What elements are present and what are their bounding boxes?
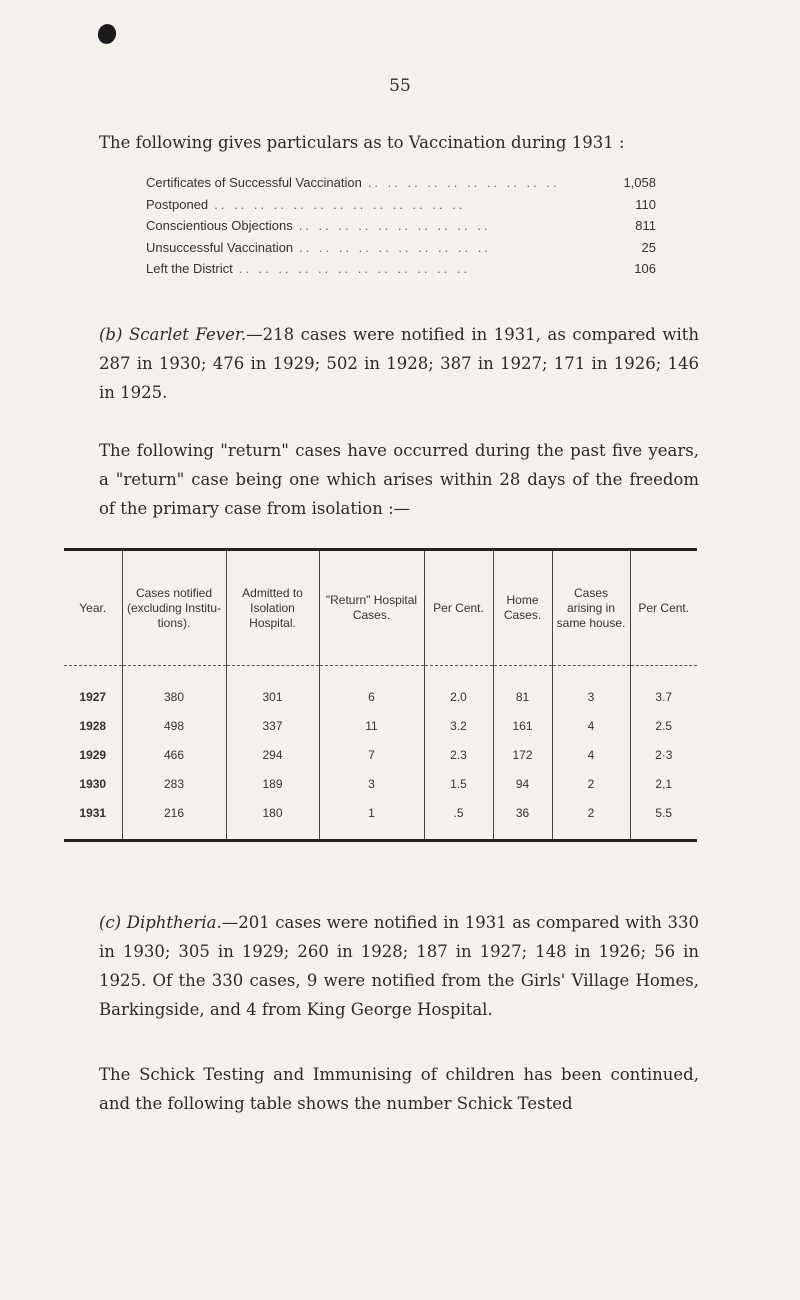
section-text: —201 cases were notified in 1931 as compared with 330 in 1930; 305 in 1929; 260 in 1928; 187 in 1927; 148 in 1926; 56 in 1925. Of the 330 cases, 9 were notified from the Girls' Village Homes, Barkingside, and 4 from King George Hospital. — [99, 913, 699, 1019]
table-cell: 294 — [226, 740, 319, 769]
leader-dots: .. .. .. .. .. .. .. .. .. .. .. .. .. — [214, 196, 466, 212]
vaccination-value: 106 — [634, 261, 656, 277]
table-cell: 7 — [319, 740, 424, 769]
table-cell: .5 — [424, 798, 493, 841]
vaccination-list — [146, 172, 656, 280]
vaccination-row — [146, 215, 656, 237]
table-cell: 1.5 — [424, 769, 493, 798]
table-cell: 180 — [226, 798, 319, 841]
diphtheria-paragraph — [99, 908, 699, 1024]
column-header: Cases arising in same house. — [552, 550, 630, 666]
table-cell: 81 — [493, 666, 552, 712]
table-cell: 216 — [122, 798, 226, 841]
column-header: Per Cent. — [424, 550, 493, 666]
table-cell: 466 — [122, 740, 226, 769]
vaccination-value: 1,058 — [623, 175, 656, 191]
vaccination-label: Conscientious Objections — [146, 218, 293, 234]
table-cell: 11 — [319, 711, 424, 740]
table-cell: 2.3 — [424, 740, 493, 769]
section-text: —218 cases were notified in 1931, as compared with 287 in 1930; 476 in 1929; 502 in 1928; 387 in 1927; 171 in 1926; 146 in 1925. — [99, 325, 700, 402]
vaccination-label: Unsuccessful Vaccination — [146, 239, 294, 255]
table-row — [64, 769, 697, 798]
column-header: Home Cases. — [493, 550, 552, 666]
column-header: "Return" Hospital Cases. — [319, 550, 424, 666]
section-title: Scarlet Fever. — [128, 325, 247, 344]
column-header: Year. — [64, 550, 122, 666]
schick-paragraph: The Schick Testing and Immunising of children has been continued, and the following table shows the number Schick Tested — [99, 1065, 699, 1113]
leader-dots: .. .. .. .. .. .. .. .. .. .. — [298, 218, 491, 234]
table-cell: 4 — [552, 740, 630, 769]
table-cell: 1928 — [79, 718, 107, 733]
table-cell: 283 — [122, 769, 226, 798]
table-cell: 301 — [226, 666, 319, 712]
table-cell: 6 — [319, 666, 424, 712]
vaccination-value: 25 — [641, 239, 656, 255]
vaccination-value: 110 — [635, 196, 656, 212]
leader-dots: .. .. .. .. .. .. .. .. .. .. — [367, 175, 560, 191]
table-cell: 189 — [226, 769, 319, 798]
vaccination-row — [146, 172, 656, 194]
table-cell: 3 — [552, 666, 630, 712]
table-cell: 1 — [319, 798, 424, 841]
leader-dots: .. .. .. .. .. .. .. .. .. .. — [299, 239, 491, 255]
table-cell: 5.5 — [630, 798, 697, 841]
table-cell: 3 — [319, 769, 424, 798]
table-cell: 94 — [493, 769, 552, 798]
leader-dots: .. .. .. .. .. .. .. .. .. .. .. .. — [238, 261, 471, 277]
table-cell: 172 — [493, 740, 552, 769]
column-header: Admitted to Isolation Hospital. — [226, 550, 319, 666]
table-row — [64, 666, 697, 712]
table-cell: 3.2 — [424, 711, 493, 740]
table-cell: 161 — [493, 711, 552, 740]
table-cell: 2.0 — [424, 666, 493, 712]
table-cell: 2.5 — [630, 711, 697, 740]
vaccination-row — [146, 258, 656, 280]
table-cell: 380 — [122, 666, 226, 712]
return-cases-table — [64, 548, 697, 842]
table-cell: 1930 — [79, 776, 107, 791]
vaccination-row — [146, 237, 656, 259]
section-title: Diphtheria. — [126, 913, 222, 932]
table-cell: 1929 — [79, 747, 107, 762]
table-cell: 498 — [122, 711, 226, 740]
table-cell: 2 — [552, 769, 630, 798]
table-cell: 2·3 — [630, 740, 697, 769]
section-prefix: (c) — [99, 913, 122, 932]
page-number: 55 — [389, 76, 411, 96]
column-header: Per Cent. — [630, 550, 697, 666]
table-cell: 36 — [493, 798, 552, 841]
vaccination-label: Postponed — [146, 196, 209, 212]
table-cell: 3.7 — [630, 666, 697, 712]
column-header: Cases notified (excluding Institu-tions). — [122, 550, 226, 666]
table-cell: 337 — [226, 711, 319, 740]
vaccination-row — [146, 194, 656, 216]
table-row — [64, 711, 697, 740]
ink-blot — [95, 22, 118, 47]
scarlet-fever-paragraph — [99, 320, 699, 407]
table-header-row — [64, 550, 697, 666]
return-cases-paragraph: The following "return" cases have occurred during the past five years, a "return" case being one which arises within 28 days of the freedom of the primary case from isolation :— — [99, 441, 699, 518]
table-row — [64, 740, 697, 769]
table-cell: 1931 — [79, 805, 107, 820]
table-cell: 2,1 — [630, 769, 697, 798]
table-row — [64, 798, 697, 841]
vaccination-value: 811 — [635, 218, 656, 234]
table-cell: 4 — [552, 711, 630, 740]
section-prefix: (b) — [99, 325, 123, 344]
vaccination-intro: The following gives particulars as to Vaccination during 1931 : — [99, 133, 625, 152]
table-cell: 2 — [552, 798, 630, 841]
vaccination-label: Left the District — [146, 261, 233, 277]
vaccination-label: Certificates of Successful Vaccination — [146, 175, 362, 191]
table-cell: 1927 — [79, 689, 107, 704]
